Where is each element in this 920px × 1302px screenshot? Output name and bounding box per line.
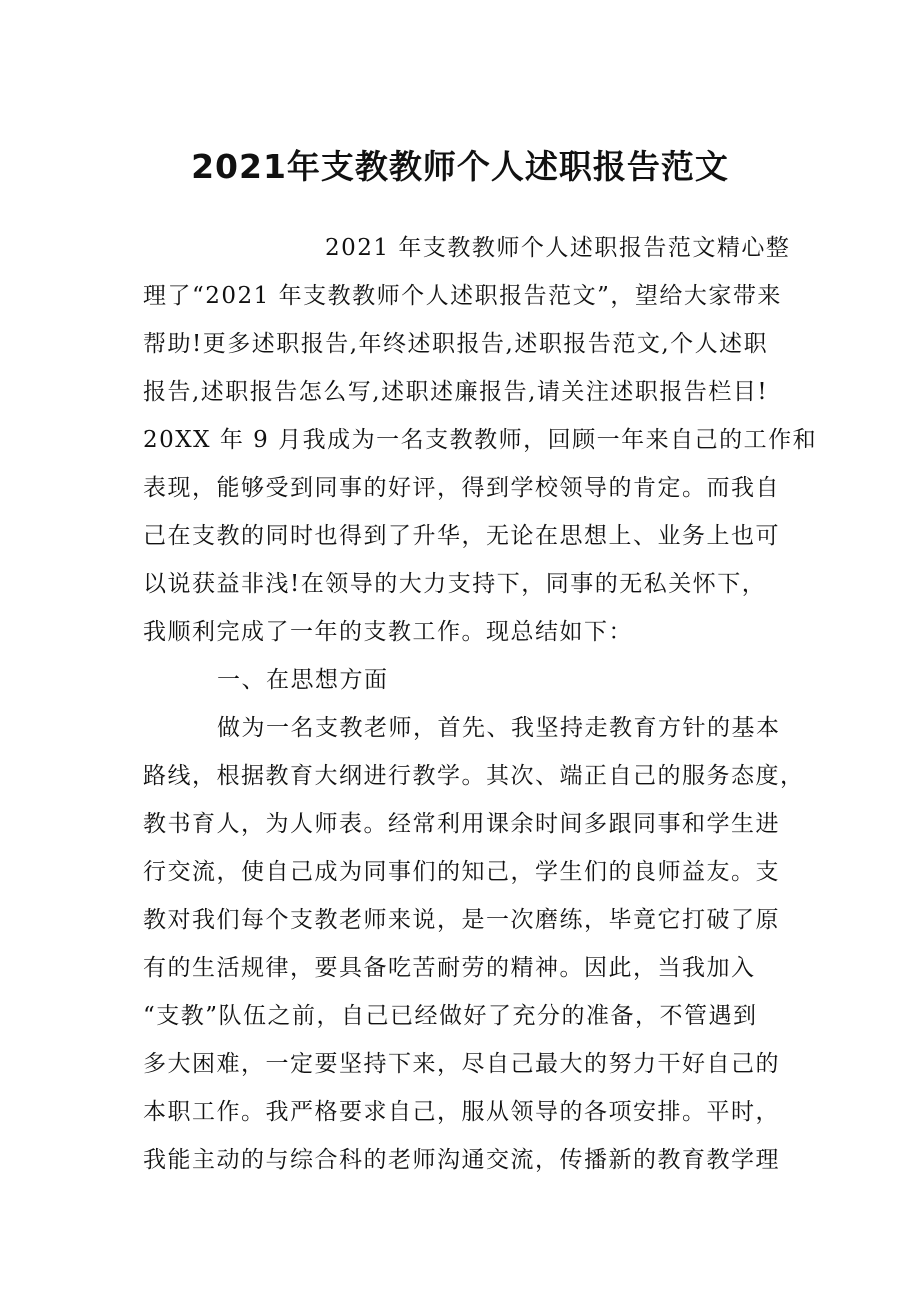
document-title: 2021年支教教师个人述职报告范文 <box>191 147 729 186</box>
paragraph-line: 本职工作。我严格要求自己，服从领导的各项安排。平时， <box>143 1099 780 1125</box>
paragraph-line: 20XX 年 9 月我成为一名支教教师，回顾一年来自己的工作和 <box>143 427 818 453</box>
paragraph-line: 己在支教的同时也得到了升华，无论在思想上、业务上也可 <box>143 523 780 549</box>
paragraph-line: 表现，能够受到同事的好评，得到学校领导的肯定。而我自 <box>143 475 780 501</box>
paragraph-line: 教对我们每个支教老师来说，是一次磨练，毕竟它打破了原 <box>143 907 780 933</box>
paragraph-line: 我顺利完成了一年的支教工作。现总结如下： <box>143 619 633 645</box>
paragraph-line: 行交流，使自己成为同事们的知己，学生们的良师益友。支 <box>143 859 780 885</box>
paragraph-line: 报告,述职报告怎么写,述职述廉报告,请关注述职报告栏目! <box>143 379 769 405</box>
section-heading: 一、在思想方面 <box>217 667 389 693</box>
paragraph-line: 帮助!更多述职报告,年终述职报告,述职报告范文,个人述职 <box>143 331 769 357</box>
paragraph-line: 我能主动的与综合科的老师沟通交流，传播新的教育教学理 <box>143 1147 780 1173</box>
paragraph-line: “支教”队伍之前，自己已经做好了充分的准备，不管遇到 <box>143 1003 758 1029</box>
paragraph-line: 做为一名支教老师，首先、我坚持走教育方针的基本 <box>217 715 781 741</box>
paragraph-line: 2021 年支教教师个人述职报告范文精心整 <box>325 235 791 261</box>
paragraph-line: 多大困难，一定要坚持下来，尽自己最大的努力干好自己的 <box>143 1051 780 1077</box>
paragraph-line: 教书育人，为人师表。经常利用课余时间多跟同事和学生进 <box>143 811 780 837</box>
paragraph-line: 以说获益非浅!在领导的大力支持下，同事的无私关怀下， <box>143 571 767 597</box>
paragraph-line: 理了“2021 年支教教师个人述职报告范文”，望给大家带来 <box>143 283 782 309</box>
paragraph-line: 路线，根据教育大纲进行教学。其次、端正自己的服务态度， <box>143 763 805 789</box>
paragraph-line: 有的生活规律，要具备吃苦耐劳的精神。因此，当我加入 <box>143 955 756 981</box>
